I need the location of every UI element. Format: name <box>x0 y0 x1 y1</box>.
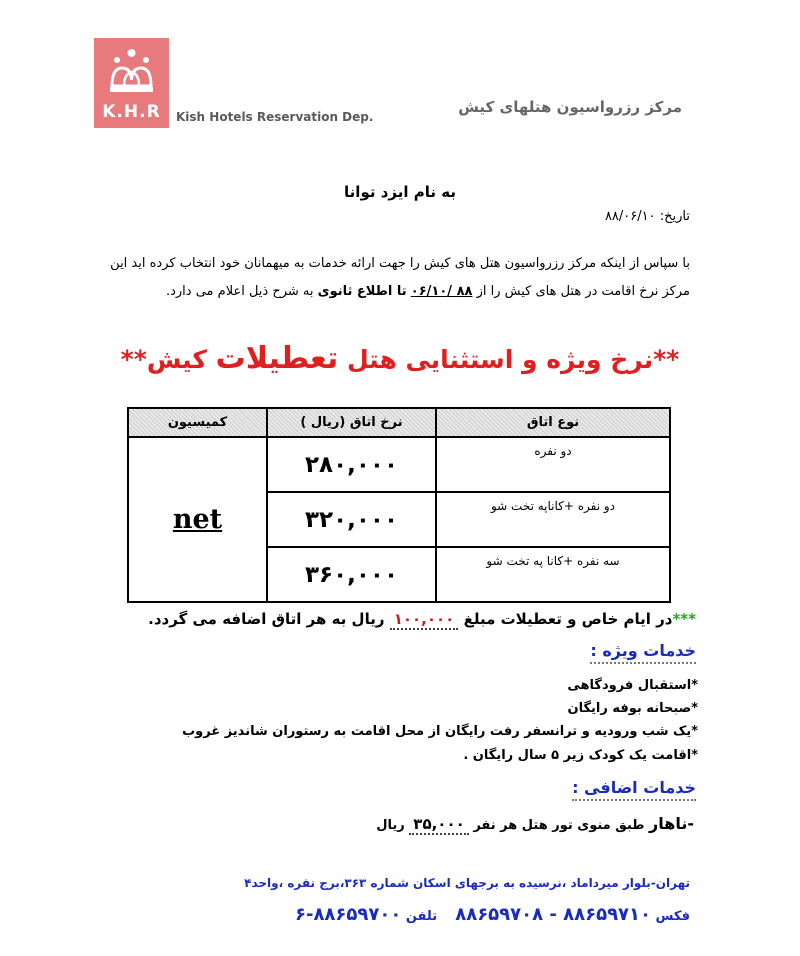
date-value: ۸۸/۰۶/۱۰ <box>604 209 656 224</box>
lunch-label: -ناهار <box>649 814 694 833</box>
header-rate: نرخ اتاق (ریال ) <box>267 408 436 437</box>
lunch-line <box>376 814 694 833</box>
phone-number: ۸۸۶۵۹۷۰۰-۶ <box>294 904 402 925</box>
intro-until-notice: تا اطلاع ثانوی <box>317 284 407 299</box>
rate-table <box>127 407 671 603</box>
intro-line-2 <box>166 284 690 299</box>
intro-line-1: با سپاس از اینکه مرکز رزرواسیون هتل های کیش را جهت ارائه خدمات به میهمانان خود انتخاب کرده اید این <box>110 256 690 271</box>
commission-cell <box>128 437 267 602</box>
logo-text: K.H.R <box>102 102 161 122</box>
header-room-type: نوع اتاق <box>436 408 670 437</box>
holiday-note <box>148 610 696 628</box>
holiday-suffix: ریال به هر اتاق اضافه می گردد. <box>148 610 385 628</box>
commission-value: net <box>172 504 223 535</box>
fax-number: ۸۸۶۵۹۷۱۰ - ۸۸۶۵۹۷۰۸ <box>455 904 652 925</box>
list-item: *استقبال فرودگاهی <box>567 678 698 693</box>
list-item: *صبحانه بوفه رایگان <box>567 701 698 716</box>
date-label: تاریخ: <box>659 209 690 224</box>
special-services-title: خدمات ویژه : <box>590 641 696 664</box>
headline-stars-end: ** <box>120 345 147 374</box>
holiday-amount: ۱۰۰,۰۰۰ <box>390 610 459 630</box>
headline-text-b: کیش <box>146 345 207 374</box>
fax-label: فکس <box>655 909 690 924</box>
holiday-prefix: در ایام خاص و تعطیلات مبلغ <box>463 610 673 628</box>
invocation: به نام ایزد توانا <box>344 183 456 201</box>
list-item: *اقامت یک کودک زیر ۵ سال رایگان . <box>463 748 698 763</box>
table-row <box>128 437 670 492</box>
room-type-cell: دو نفره +کاناپه تخت شو <box>436 492 670 547</box>
headline-text-a: نرخ ویژه و استثنایی هتل <box>346 345 654 374</box>
rate-cell: ۲۸۰,۰۰۰ <box>267 437 436 492</box>
holiday-stars: *** <box>672 610 696 628</box>
headline <box>0 341 800 376</box>
rate-cell: ۳۶۰,۰۰۰ <box>267 547 436 602</box>
headline-stars-start: ** <box>653 345 680 374</box>
list-item: *یک شب ورودیه و ترانسفر رفت رایگان از محل اقامت به رستوران شاندیز غروب <box>182 724 698 739</box>
footer-address: تهران-بلوار میرداماد ،نرسیده به برجهای اسکان شماره ۳۶۳،برج نقره ،واحد۴ <box>244 876 690 890</box>
phone-label: تلفن <box>405 909 438 924</box>
headline-hotel: تعطیلات <box>215 341 339 376</box>
logo <box>94 38 169 128</box>
lunch-amount: ۳۵,۰۰۰ <box>409 815 468 835</box>
extra-services-title: خدمات اضافی : <box>572 778 696 801</box>
header-commission: کمیسیون <box>128 408 267 437</box>
center-name: مرکز رزرواسیون هتلهای کیش <box>458 98 682 116</box>
footer-contacts <box>295 904 690 925</box>
intro-line-2-prefix: مرکز نرخ اقامت در هتل های کیش را از <box>476 284 690 299</box>
crown-icon <box>104 46 159 96</box>
logo-caption: Kish Hotels Reservation Dep. <box>176 110 374 124</box>
intro-line-2-suffix: به شرح ذیل اعلام می دارد. <box>165 284 314 299</box>
table-header-row <box>128 408 670 437</box>
lunch-text: طبق منوی تور هتل هر نفر <box>473 818 645 833</box>
lunch-unit: ریال <box>376 818 405 833</box>
intro-start-date: ۸۸ /۰۶/۱۰ <box>410 284 473 299</box>
room-type-cell: سه نفره +کانا په تخت شو <box>436 547 670 602</box>
rate-cell: ۳۲۰,۰۰۰ <box>267 492 436 547</box>
room-type-cell: دو نفره <box>436 437 670 492</box>
date-line <box>605 209 690 224</box>
